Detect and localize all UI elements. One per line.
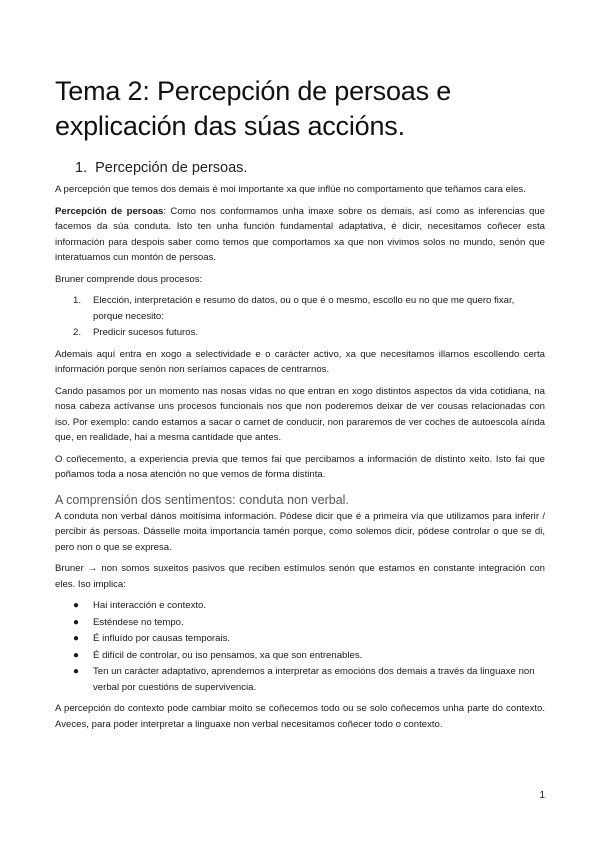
paragraph-context: A percepción do contexto pode cambiar moito se coñecemos todo ou se solo coñecemos unha parte do contexto. Aveces, para poder interpretar a linguaxe non verbal necesitamos coñecer todo o contexto. <box>55 703 545 730</box>
bullet-icon: ● <box>73 600 80 611</box>
bruner-text: non somos suxeitos pasivos que reciben estímulos senón que estamos en constante integración con eles. Iso implica: <box>55 563 545 590</box>
list-item <box>73 325 545 341</box>
bullet-icon: ● <box>73 616 80 628</box>
bruner-label: Bruner <box>55 563 84 574</box>
list-number: 2. <box>73 327 82 338</box>
section-title: Percepción de persoas. <box>95 160 248 176</box>
list-item <box>73 631 545 647</box>
paragraph-knowledge: O coñecemento, a experiencia previa que temos fai que percibamos a información de distinto xeito. Isto fai que poñamos toda a nosa atención no que vemos de forma distinta. <box>55 453 545 480</box>
list-item-text: É influído por causas temporais. <box>93 633 231 644</box>
list-item <box>73 615 545 631</box>
list-item <box>73 648 545 664</box>
list-item <box>73 598 545 614</box>
list-item <box>73 293 545 324</box>
definition-term: Percepción de persoas <box>55 205 164 217</box>
page-number: 1 <box>539 790 545 801</box>
list-number: 1. <box>73 295 82 306</box>
implications-list <box>55 598 545 695</box>
bullet-icon: ● <box>73 633 80 644</box>
list-item-text: Elección, interpretación e resumo do datos, ou o que é o mesmo, escollo eu no que me quero fixar, porque necesito: <box>93 295 515 322</box>
list-item-text: Predicir sucesos futuros. <box>93 327 199 338</box>
list-item-text: Ten un carácter adaptativo, aprendemos a interpretar as emocións dos demais a través da linguaxe non verbal por cuestións de supervivencia. <box>93 666 535 693</box>
paragraph-intro: A percepción que temos dos demais é moi importante xa que inflúe no comportamento que teñamos cara eles. <box>55 184 526 195</box>
bullet-icon: ● <box>73 666 80 677</box>
paragraph-selectivity: Ademais aquí entra en xogo a selectividade e o carácter activo, xa que necesitamos illarnos escollendo certa información porque senón non seríamos capaces de centrarnos. <box>55 348 545 375</box>
page-title: Tema 2: Percepción de persoas e explicación das súas accións. <box>55 76 452 141</box>
bullet-icon: ● <box>73 649 80 661</box>
paragraph-bruner-integration <box>55 561 545 592</box>
list-item <box>73 664 545 695</box>
processes-list <box>55 293 545 341</box>
paragraph-nonverbal: A conduta non verbal dános moitísima información. Pódese dicir que é a primeira vía que utilizamos para inferir / percibir ás persoas. Dásselle moita importancia tamén porque, como solemos dicir, pódese controlar o que se di, pero non o que se expresa. <box>55 510 545 553</box>
right-arrow-icon: → <box>87 563 98 574</box>
definition-text: : Como nos conformamos unha imaxe sobre os demais, así como as inferencias que facemos da súa conduta. Isto ten unha función fundamental adaptativa, é dicir, necesitamos coñecer esta información para despois saber como temos que comportamos xa que non vivimos solos no mundo, senón que interatuamos cun montón de persoas. <box>55 205 545 263</box>
paragraph-example: Cando pasamos por un momento nas nosas vidas no que entran en xogo distintos aspectos da vida cotidiana, na nosa cabeza actívanse uns procesos funcionais nos que non poderemos deixar de ver cousas relacionadas con iso. Por exemplo: cando estamos a sacar o carnet de conducir, non pararemos de ver coches de autoescola aínda que, en realidade, hai a mesma cantidade que antes. <box>55 385 545 443</box>
list-item-text: Esténdese no tempo. <box>93 616 184 628</box>
paragraph-definition <box>55 204 545 266</box>
list-item-text: É difícil de controlar, ou iso pensamos, xa que son entrenables. <box>93 649 363 661</box>
section-heading <box>75 160 545 176</box>
subsection-heading: A comprensión dos sentimentos: conduta non verbal. <box>55 492 349 507</box>
section-number: 1. <box>75 160 88 176</box>
paragraph-bruner-processes: Bruner comprende dous procesos: <box>55 273 203 285</box>
list-item-text: Hai interacción e contexto. <box>93 600 207 611</box>
